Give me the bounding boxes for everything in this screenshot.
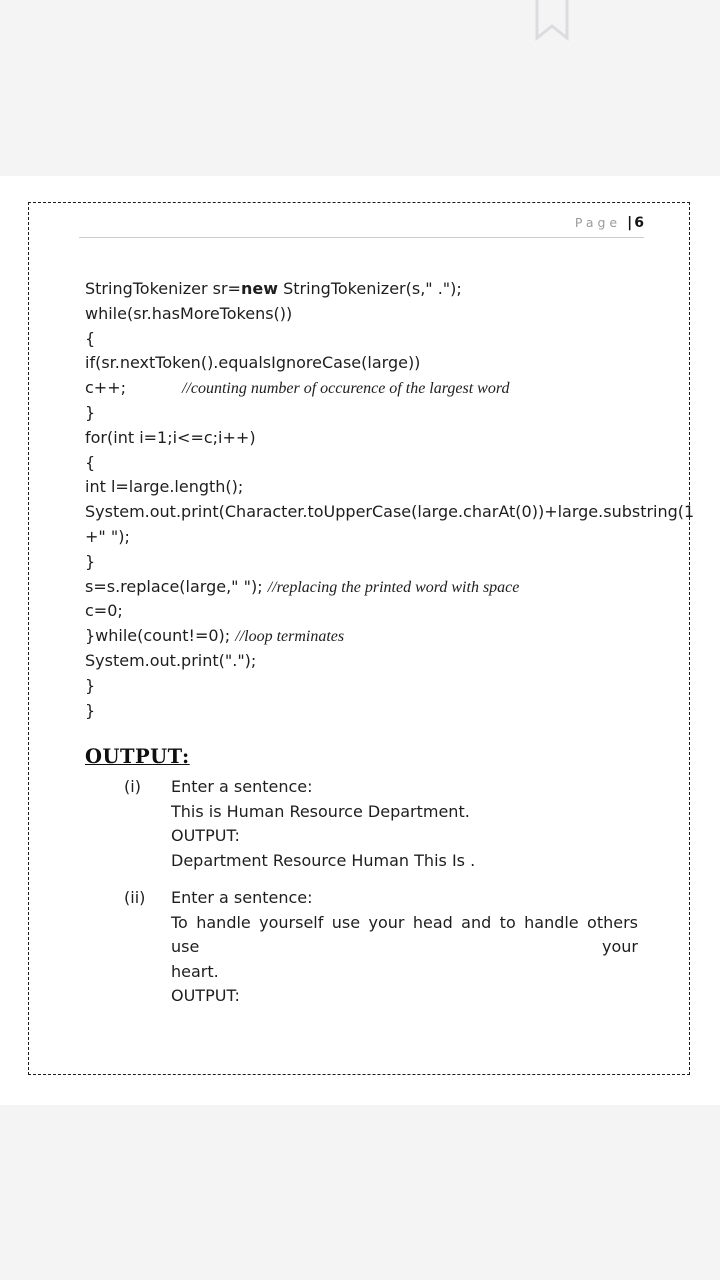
- code-line: [85, 624, 660, 649]
- output-item: [85, 886, 660, 1009]
- code-line: [85, 599, 660, 624]
- output-section: [85, 744, 660, 1022]
- code-block: [85, 277, 695, 723]
- code-segment: new: [240, 279, 278, 298]
- code-comment: //replacing the printed word with space: [267, 578, 520, 596]
- output-item-line: OUTPUT:: [171, 826, 240, 845]
- code-line: [85, 401, 660, 426]
- code-segment: }: [85, 402, 96, 422]
- code-segment: }: [85, 551, 96, 571]
- output-item-line: To handle yourself use your head and to handle others use your: [171, 912, 638, 956]
- code-line: [85, 327, 660, 352]
- output-item-line: heart.: [171, 961, 219, 981]
- code-segment: c++;: [85, 378, 182, 398]
- code-comment: //loop terminates: [235, 628, 345, 646]
- output-heading: OUTPUT:: [85, 745, 190, 768]
- code-segment: c=0;: [85, 601, 123, 621]
- code-segment: s=s.replace(large," ");: [85, 576, 268, 596]
- page-header: [79, 215, 644, 238]
- code-line: [85, 451, 660, 476]
- page-header-label: Page: [574, 215, 622, 230]
- code-segment: System.out.print(".");: [85, 650, 257, 670]
- output-item: [85, 775, 660, 873]
- code-segment: if(sr.nextToken().equalsIgnoreCase(large)): [85, 353, 421, 373]
- output-item-lines: [171, 775, 638, 873]
- output-item-lines: [171, 886, 638, 1009]
- output-items: [85, 775, 660, 1009]
- code-segment: for(int i=1;i<=c;i++): [85, 427, 256, 447]
- code-segment: int l=large.length();: [85, 477, 244, 497]
- code-segment: System.out.print(Character.toUpperCase(large.charAt(0))+large.substring(1: [85, 502, 695, 522]
- code-line: [85, 674, 660, 699]
- code-line: [85, 302, 660, 327]
- output-item-line: Enter a sentence:: [171, 888, 313, 907]
- code-segment: while(sr.hasMoreTokens()): [85, 303, 293, 323]
- code-line: [85, 550, 660, 575]
- document-page: [28, 202, 695, 1075]
- code-segment: }: [85, 700, 96, 720]
- code-line: [85, 351, 660, 376]
- code-segment: {: [85, 328, 96, 348]
- code-line: [85, 575, 660, 600]
- code-line: [85, 699, 660, 724]
- bookmark-icon[interactable]: [534, 0, 570, 46]
- page-background: [0, 176, 720, 1105]
- code-segment: {: [85, 452, 96, 472]
- code-line: [85, 277, 660, 302]
- code-segment: StringTokenizer sr=: [85, 279, 241, 298]
- code-comment: //counting number of occurence of the largest word: [181, 380, 510, 398]
- code-line: [85, 376, 660, 401]
- code-line: [85, 500, 695, 525]
- output-item-line: Department Resource Human This Is .: [171, 850, 476, 870]
- page-header-separator: |: [627, 215, 633, 231]
- code-segment: }while(count!=0);: [85, 626, 236, 646]
- output-item-marker: (ii): [124, 888, 146, 907]
- output-item-line: This is Human Resource Department.: [171, 801, 470, 821]
- output-item-marker: (i): [124, 777, 141, 796]
- output-item-line: OUTPUT:: [171, 986, 240, 1005]
- code-line: [85, 426, 660, 451]
- code-segment: }: [85, 675, 96, 695]
- code-segment: StringTokenizer(s," .");: [277, 279, 462, 298]
- code-segment: +" ");: [85, 526, 130, 546]
- code-line: [85, 649, 660, 674]
- output-item-line: Enter a sentence:: [171, 777, 313, 796]
- page-number: 6: [634, 215, 644, 231]
- code-line: [85, 525, 660, 550]
- code-line: [85, 475, 660, 500]
